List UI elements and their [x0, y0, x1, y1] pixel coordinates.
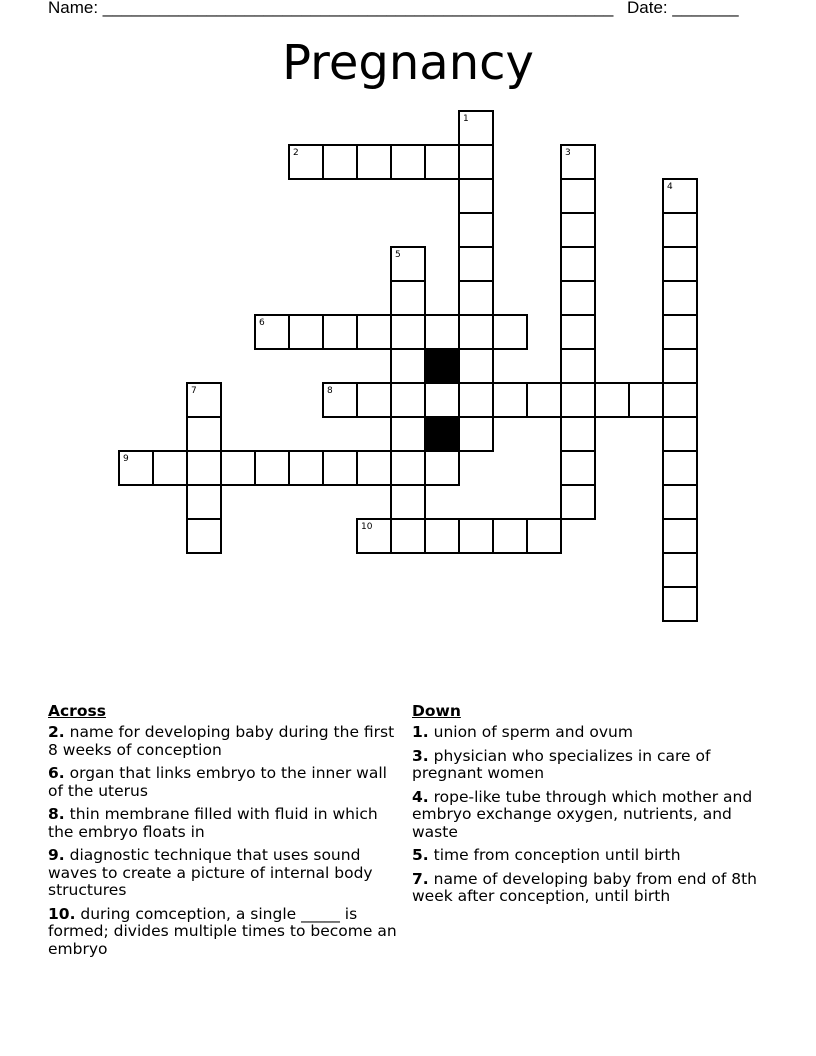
clue-across-2: [48, 724, 398, 759]
grid-cell[interactable]: [560, 246, 596, 282]
clue-down-1: [412, 724, 762, 742]
grid-cell[interactable]: [560, 178, 596, 214]
grid-cell[interactable]: [322, 144, 358, 180]
clue-number: 9.: [48, 846, 65, 864]
down-heading: Down: [412, 702, 461, 720]
grid-block: [424, 348, 460, 384]
grid-cell[interactable]: [458, 416, 494, 452]
across-clues: [48, 702, 398, 964]
clue-text: name of developing baby from end of 8th week after conception, until birth: [412, 869, 758, 905]
grid-cell[interactable]: [458, 518, 494, 554]
grid-cell[interactable]: [662, 348, 698, 384]
grid-cell[interactable]: [390, 280, 426, 316]
clue-number-label: 5: [395, 250, 401, 260]
grid-cell[interactable]: [560, 450, 596, 486]
clue-text: union of sperm and ovum: [428, 723, 633, 741]
grid-cell[interactable]: [458, 246, 494, 282]
across-heading: Across: [48, 702, 106, 720]
grid-cell[interactable]: [560, 212, 596, 248]
grid-cell[interactable]: [458, 144, 494, 180]
grid-block: [424, 416, 460, 452]
clue-down-4: [412, 789, 762, 842]
grid-cell[interactable]: [424, 144, 460, 180]
grid-cell[interactable]: [390, 450, 426, 486]
grid-cell[interactable]: [356, 382, 392, 418]
grid-cell[interactable]: [458, 212, 494, 248]
grid-cell[interactable]: [424, 314, 460, 350]
grid-cell[interactable]: [152, 450, 188, 486]
page-title: Pregnancy: [282, 35, 534, 91]
grid-cell[interactable]: [356, 144, 392, 180]
grid-cell[interactable]: [288, 450, 324, 486]
grid-cell[interactable]: [492, 314, 528, 350]
grid-cell[interactable]: [288, 314, 324, 350]
grid-cell[interactable]: [662, 518, 698, 554]
clue-number: 6.: [48, 764, 65, 782]
grid-cell[interactable]: [220, 450, 256, 486]
grid-cell[interactable]: [662, 450, 698, 486]
grid-cell[interactable]: [390, 348, 426, 384]
clue-number-label: 9: [123, 454, 129, 464]
clue-number: 2.: [48, 723, 65, 741]
clue-text: rope-like tube through which mother and embryo exchange oxygen, nutrients, and waste: [412, 787, 753, 841]
grid-cell[interactable]: [356, 314, 392, 350]
grid-cell[interactable]: [322, 314, 358, 350]
grid-cell[interactable]: [458, 348, 494, 384]
grid-cell[interactable]: [662, 382, 698, 418]
clue-across-6: [48, 765, 398, 800]
grid-cell[interactable]: [186, 450, 222, 486]
clue-text: organ that links embryo to the inner wall of the uterus: [48, 764, 387, 800]
grid-cell[interactable]: [662, 484, 698, 520]
clue-across-9: [48, 847, 398, 900]
clue-number-label: 1: [463, 114, 469, 124]
grid-cell[interactable]: [322, 450, 358, 486]
grid-cell[interactable]: [424, 382, 460, 418]
grid-cell[interactable]: [560, 416, 596, 452]
grid-cell[interactable]: [390, 484, 426, 520]
grid-cell[interactable]: [492, 382, 528, 418]
grid-cell[interactable]: [186, 416, 222, 452]
grid-cell[interactable]: [628, 382, 664, 418]
grid-cell[interactable]: [594, 382, 630, 418]
clue-number: 8.: [48, 805, 65, 823]
grid-cell[interactable]: [254, 450, 290, 486]
grid-cell[interactable]: [186, 484, 222, 520]
clue-down-3: [412, 748, 762, 783]
clue-text: physician who specializes in care of pregnant women: [412, 746, 711, 782]
grid-cell[interactable]: [424, 518, 460, 554]
grid-cell[interactable]: [662, 212, 698, 248]
grid-cell[interactable]: [458, 178, 494, 214]
grid-cell[interactable]: [560, 314, 596, 350]
grid-cell[interactable]: [356, 450, 392, 486]
name-field[interactable]: Name: ______________________________________________________: [48, 0, 614, 17]
grid-cell[interactable]: [492, 518, 528, 554]
clue-down-5: [412, 847, 762, 865]
clue-across-10: [48, 906, 398, 959]
clue-text: diagnostic technique that uses sound waves to create a picture of internal body structures: [48, 846, 373, 899]
clue-number-label: 8: [327, 386, 333, 396]
clue-number-label: 4: [667, 182, 673, 192]
grid-cell[interactable]: [662, 416, 698, 452]
grid-cell[interactable]: [390, 518, 426, 554]
clue-across-8: [48, 806, 398, 841]
grid-cell[interactable]: [662, 586, 698, 622]
grid-cell[interactable]: [662, 280, 698, 316]
grid-cell[interactable]: [560, 348, 596, 384]
clue-number: 7.: [412, 869, 429, 888]
clue-down-7: [412, 871, 762, 906]
grid-cell[interactable]: [390, 382, 426, 418]
grid-cell[interactable]: [458, 314, 494, 350]
grid-cell[interactable]: [662, 314, 698, 350]
grid-cell[interactable]: [560, 484, 596, 520]
clue-text: thin membrane filled with fluid in which the embryo floats in: [48, 805, 378, 841]
clue-number: 1.: [412, 723, 429, 741]
grid-cell[interactable]: [424, 450, 460, 486]
clue-number-label: 6: [259, 318, 265, 328]
grid-cell[interactable]: [526, 518, 562, 554]
grid-cell[interactable]: [458, 382, 494, 418]
clue-number-label: 10: [361, 522, 373, 532]
clue-number-label: 3: [565, 148, 571, 158]
grid-cell[interactable]: [662, 552, 698, 588]
clue-number-label: 2: [293, 148, 299, 158]
grid-cell[interactable]: [560, 382, 596, 418]
clue-number: 10.: [48, 904, 76, 923]
grid-cell[interactable]: [560, 280, 596, 316]
grid-cell[interactable]: [662, 246, 698, 282]
grid-cell[interactable]: [390, 314, 426, 350]
clue-number-label: 7: [191, 386, 197, 396]
clue-text: time from conception until birth: [428, 846, 681, 864]
clue-number: 4.: [412, 787, 429, 806]
grid-cell[interactable]: [186, 518, 222, 554]
clue-number: 5.: [412, 846, 429, 864]
grid-cell[interactable]: [390, 416, 426, 452]
date-field[interactable]: Date: _______: [627, 0, 739, 17]
grid-cell[interactable]: [526, 382, 562, 418]
clue-text: name for developing baby during the first 8 weeks of conception: [48, 723, 395, 759]
clue-text: during comception, a single _____ is formed; divides multiple times to become an embryo: [48, 904, 397, 958]
grid-cell[interactable]: [390, 144, 426, 180]
clue-number: 3.: [412, 746, 429, 765]
grid-cell[interactable]: [458, 280, 494, 316]
down-clues: [412, 702, 762, 912]
